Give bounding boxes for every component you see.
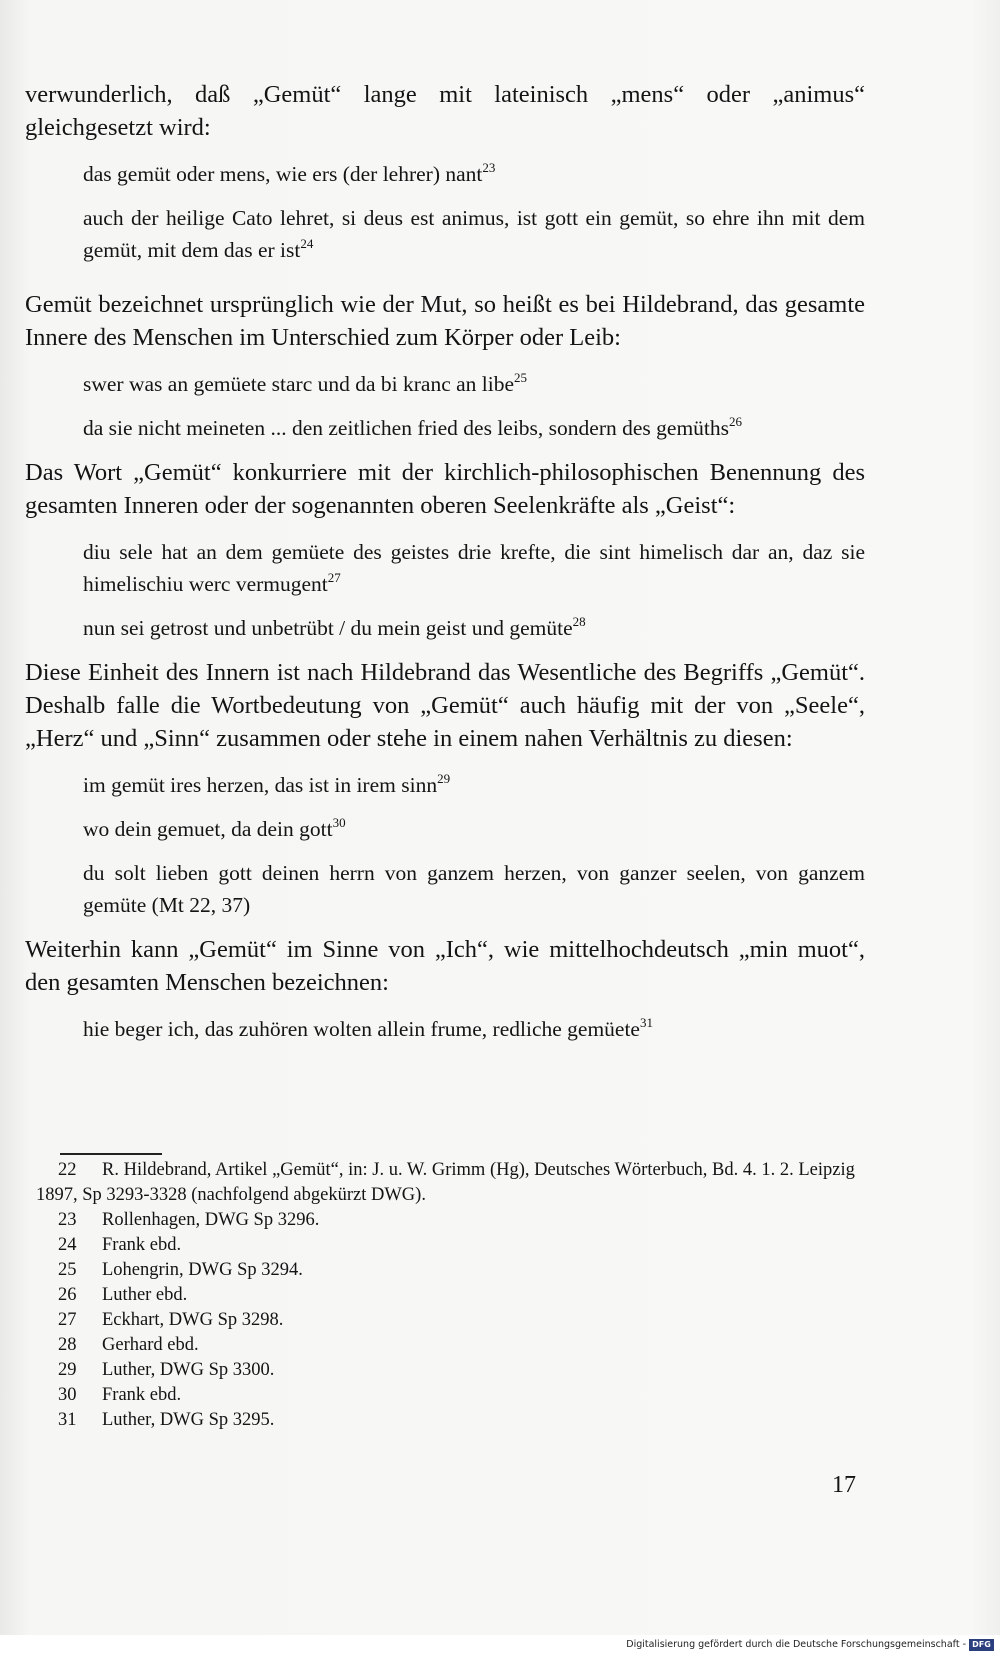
- paragraph: Das Wort „Gemüt“ konkurriere mit der kirchlich-philosophischen Benennung des gesamten Inneren oder der sogenannten oberen Seelenkräfte als „Geist“:: [25, 459, 865, 519]
- footnote: [36, 1358, 866, 1383]
- footnote-number: 31: [58, 1410, 77, 1430]
- paragraph: Diese Einheit des Innern ist nach Hildebrand das Wesentliche des Begriffs „Gemüt“. Deshalb falle die Wortbedeutung von „Gemüt“ auch häufig mit der von „Seele“, „Herz“ und „Sinn“ zusammen oder stehe in einem nahen Verhältnis zu diesen:: [25, 659, 865, 752]
- footnote-number: 24: [58, 1235, 77, 1255]
- footnote: [36, 1383, 866, 1408]
- footnote-number: 27: [58, 1310, 77, 1330]
- footnote-text: Frank ebd.: [102, 1235, 182, 1255]
- page-number: 17: [832, 1472, 856, 1498]
- footnote-ref: 29: [437, 771, 451, 786]
- footnote-text: Eckhart, DWG Sp 3298.: [102, 1310, 284, 1330]
- footnote-ref: 31: [639, 1015, 653, 1030]
- footnote-text: Rollenhagen, DWG Sp 3296.: [102, 1210, 320, 1230]
- footnote: [36, 1308, 866, 1333]
- footnote-text: R. Hildebrand, Artikel „Gemüt“, in: J. u. W. Grimm (Hg), Deutsches Wörterbuch, Bd. 4. 1. 2. Leipzig 1897, Sp 3293-3328 (nachfolgend abgekürzt DWG).: [36, 1160, 855, 1205]
- footnote: [36, 1208, 866, 1233]
- footnote-ref: 24: [300, 236, 314, 251]
- footnote: [36, 1283, 866, 1308]
- footnote-text: Luther ebd.: [102, 1285, 188, 1305]
- footnote-ref: 25: [514, 370, 528, 385]
- footnote-text: Frank ebd.: [102, 1385, 182, 1405]
- quotation: nun sei getrost und unbetrübt / du mein geist und gemüte$^{28}$: [83, 614, 586, 640]
- footnote-text: Luther, DWG Sp 3295.: [102, 1410, 275, 1430]
- quotation: da sie nicht meineten ... den zeitlichen fried des leibs, sondern des gemüths$^{26}$: [83, 414, 743, 440]
- footnote-number: 23: [58, 1210, 77, 1230]
- footnote-number: 29: [58, 1360, 77, 1380]
- footnote: [36, 1333, 866, 1358]
- quotation: swer was an gemüete starc und da bi kranc an libe$^{25}$: [83, 370, 528, 396]
- quotation: hie beger ich, das zuhören wolten allein frume, redliche gemüete$^{31}$: [83, 1015, 653, 1041]
- footnote: [36, 1408, 866, 1433]
- footnote-number: 30: [58, 1385, 77, 1405]
- quotation: das gemüt oder mens, wie ers (der lehrer) nant$^{23}$: [83, 160, 496, 186]
- footnote-number: 28: [58, 1335, 77, 1355]
- footnote-text: Gerhard ebd.: [102, 1335, 199, 1355]
- footnote-number: 25: [58, 1260, 77, 1280]
- digitization-footer: [0, 1635, 1000, 1653]
- footnote-number: 22: [58, 1160, 77, 1180]
- footnote: [36, 1258, 866, 1283]
- quotation: auch der heilige Cato lehret, si deus est animus, ist gott ein gemüt, so ehre ihn mit dem gemüt, mit dem das er ist$^{24}$: [83, 206, 865, 262]
- footnote-ref: 28: [572, 614, 586, 629]
- footnote: [36, 1158, 866, 1208]
- paragraph: Gemüt bezeichnet ursprünglich wie der Mut, so heißt es bei Hildebrand, das gesamte Innere des Menschen im Unterschied zum Körper oder Leib:: [25, 291, 865, 351]
- footnote-text: Luther, DWG Sp 3300.: [102, 1360, 275, 1380]
- dfg-logo-icon: DFG: [969, 1639, 994, 1651]
- footnote: [36, 1233, 866, 1258]
- footnote-ref: 26: [729, 414, 743, 429]
- funding-notice: Digitalisierung gefördert durch die Deutsche Forschungsgemeinschaft -: [626, 1639, 966, 1650]
- body-text: [25, 78, 865, 1057]
- footnote-ref: 27: [327, 570, 341, 585]
- paragraph: Weiterhin kann „Gemüt“ im Sinne von „Ich“, wie mittelhochdeutsch „min muot“, den gesamten Menschen bezeichnen:: [25, 936, 865, 996]
- quotation: diu sele hat an dem gemüete des geistes drie krefte, die sint himelisch dar an, daz sie himelischiu werc vermugent$^{27}$: [83, 540, 865, 596]
- footnote-ref: 30: [332, 815, 346, 830]
- quotation: du solt lieben gott deinen herrn von ganzem herzen, von ganzer seelen, von ganzem gemüte (Mt 22, 37): [83, 861, 865, 917]
- footnotes: [36, 1158, 866, 1433]
- paragraph: verwunderlich, daß „Gemüt“ lange mit lateinisch „mens“ oder „animus“ gleichgesetzt wird:: [25, 81, 865, 141]
- footnote-ref: 23: [482, 160, 496, 175]
- quotation: im gemüt ires herzen, das ist in irem sinn$^{29}$: [83, 771, 451, 797]
- footnote-text: Lohengrin, DWG Sp 3294.: [102, 1260, 303, 1280]
- quotation: wo dein gemuet, da dein gott$^{30}$: [83, 815, 346, 841]
- footnote-separator: [60, 1153, 162, 1155]
- footnote-number: 26: [58, 1285, 77, 1305]
